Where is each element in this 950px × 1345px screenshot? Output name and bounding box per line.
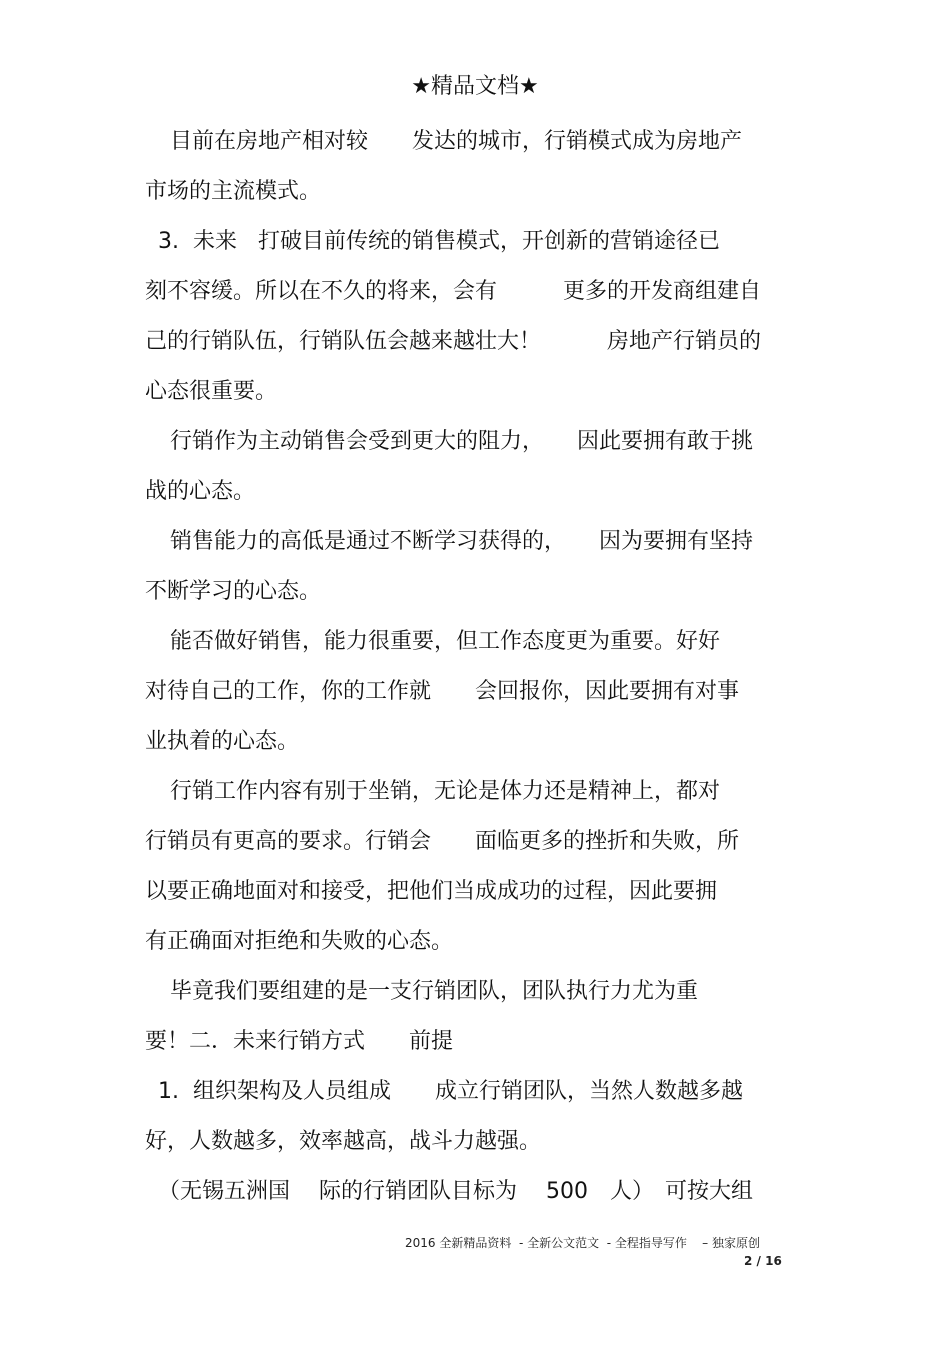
- text-line: 销售能力的高低是通过不断学习获得的， 因为要拥有坚持: [170, 529, 754, 554]
- text-line: 刻不容缓。所以在不久的将来，会有 更多的开发商组建自: [145, 279, 762, 304]
- text-line: 对待自己的工作，你的工作就 会回报你，因此要拥有对事: [145, 679, 740, 704]
- text-line: 3. 未来 打破目前传统的销售模式，开创新的营销途径已: [158, 229, 720, 254]
- text-line: 毕竟我们要组建的是一支行销团队，团队执行力尤为重: [170, 979, 699, 1004]
- text-line: 心态很重要。: [145, 379, 278, 404]
- text-line: 行销工作内容有别于坐销，无论是体力还是精神上，都对: [170, 779, 721, 804]
- document-header: ★精品文档★: [411, 74, 539, 99]
- text-line: （无锡五洲国 际的行销团队目标为 500 人） 可按大组: [158, 1179, 753, 1204]
- text-line: 以要正确地面对和接受，把他们当成成功的过程，因此要拥: [145, 879, 718, 904]
- text-line: 要！二．未来行销方式 前提: [145, 1029, 454, 1054]
- footer-text: 2016 全新精品资料 - 全新公文范文 - 全程指导写作 – 独家原创: [405, 1236, 760, 1250]
- text-line: 战的心态。: [145, 479, 256, 504]
- text-line: 业执着的心态。: [145, 729, 300, 754]
- text-line: 行销作为主动销售会受到更大的阻力， 因此要拥有敢于挑: [170, 429, 754, 454]
- text-line: 目前在房地产相对较 发达的城市，行销模式成为房地产: [170, 129, 743, 154]
- text-line: 能否做好销售，能力很重要，但工作态度更为重要。好好: [170, 629, 721, 654]
- text-line: 市场的主流模式。: [145, 179, 322, 204]
- text-line: 己的行销队伍，行销队伍会越来越壮大！ 房地产行销员的: [145, 329, 762, 354]
- text-line: 行销员有更高的要求。行销会 面临更多的挫折和失败，所: [145, 829, 740, 854]
- text-line: 好，人数越多，效率越高，战斗力越强。: [145, 1129, 542, 1154]
- page-number: 2 / 16: [744, 1254, 782, 1268]
- text-line: 有正确面对拒绝和失败的心态。: [145, 929, 454, 954]
- text-line: 不断学习的心态。: [145, 579, 322, 604]
- text-line: 1. 组织架构及人员组成 成立行销团队，当然人数越多越: [158, 1079, 743, 1104]
